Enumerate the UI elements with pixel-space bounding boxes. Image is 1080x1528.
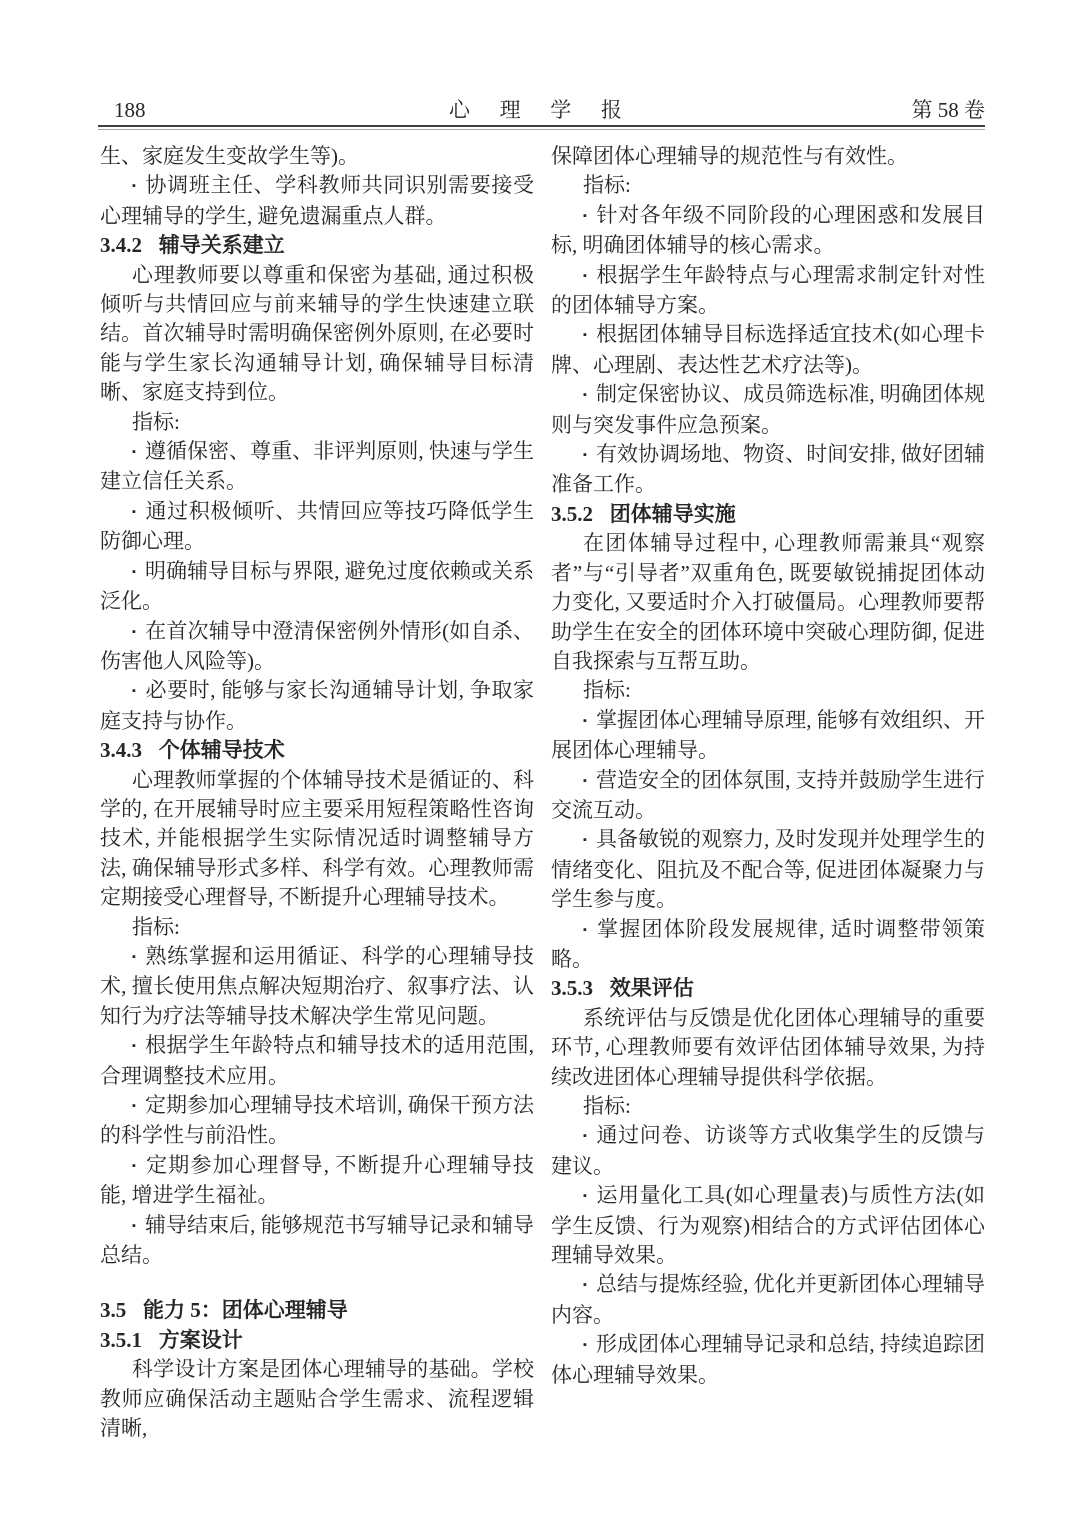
bullet-icon: ▪ bbox=[132, 505, 137, 518]
section-heading bbox=[100, 1296, 534, 1325]
bullet-text: 明确辅导目标与界限, 避免过度依赖或关系泛化。 bbox=[100, 558, 534, 614]
bullet-item bbox=[551, 201, 985, 261]
section-title: 团体辅导实施 bbox=[609, 501, 736, 526]
bullet-item bbox=[551, 1181, 985, 1270]
section-heading bbox=[551, 974, 985, 1003]
bullet-icon: ▪ bbox=[132, 625, 137, 638]
bullet-icon: ▪ bbox=[583, 1130, 588, 1143]
bullet-item bbox=[100, 617, 534, 677]
bullet-item bbox=[551, 766, 985, 826]
bullet-icon: ▪ bbox=[132, 1100, 136, 1112]
bullet-item bbox=[100, 1211, 534, 1271]
bullet-item bbox=[551, 825, 985, 914]
paragraph: 在团体辅导过程中, 心理教师需兼具“观察者”与“引导者”双重角色, 既要敏锐捕捉团体动力变化, 又要适时介入打破僵局。心理教师要帮助学生在安全的团体环境中突破心理防御, 促进自我探索与互帮互助。 bbox=[551, 531, 985, 673]
bullet-icon: ▪ bbox=[583, 389, 587, 402]
journal-title: 心 理 学 报 bbox=[448, 98, 634, 122]
bullet-icon: ▪ bbox=[132, 1159, 138, 1172]
paragraph: 生、家庭发生变故学生等)。 bbox=[100, 144, 359, 168]
bullet-text: 掌握团体心理辅导原理, 能够有效组织、开展团体心理辅导。 bbox=[551, 707, 985, 763]
section-heading bbox=[100, 1326, 534, 1355]
section-number: 3.5.2 bbox=[551, 501, 593, 526]
bullet-item bbox=[551, 1270, 985, 1330]
bullet-text: 制定保密协议、成员筛选标准, 明确团体规则与突发事件应急预案。 bbox=[551, 382, 985, 437]
bullet-icon: ▪ bbox=[132, 1040, 137, 1053]
bullet-text: 运用量化工具(如心理量表)与质性方法(如学生反馈、行为观察)相结合的方式评估团体心理辅导效果。 bbox=[551, 1183, 986, 1268]
bullet-text: 通过积极倾听、共情回应等技巧降低学生防御心理。 bbox=[100, 498, 535, 554]
volume-label: 第 58 卷 bbox=[911, 98, 985, 122]
bullet-text: 熟练掌握和运用循证、科学的心理辅导技术, 擅长使用焦点解决短期治疗、叙事疗法、认知行为疗法等辅导技术解决学生常见问题。 bbox=[100, 943, 535, 1028]
header-rule-shadow bbox=[98, 129, 985, 130]
bullet-text: 辅导结束后, 能够规范书写辅导记录和辅导总结。 bbox=[100, 1212, 534, 1268]
section-heading bbox=[100, 736, 534, 765]
paragraph: 心理教师要以尊重和保密为基础, 通过积极倾听与共情回应与前来辅导的学生快速建立联结。首次辅导时需明确保密例外原则, 在必要时能与学生家长沟通辅导计划, 确保辅导目标清晰、家庭支持到位。 bbox=[100, 262, 534, 405]
section-number: 3.5.3 bbox=[551, 976, 593, 1001]
section-title: 能力 5：团体心理辅导 bbox=[143, 1298, 348, 1323]
indicator-label: 指标: bbox=[583, 678, 631, 703]
bullet-item bbox=[551, 1330, 985, 1390]
bullet-text: 必要时, 能够与家长沟通辅导计划, 争取家庭支持与协作。 bbox=[100, 678, 534, 733]
bullet-icon: ▪ bbox=[583, 1279, 587, 1292]
left-column bbox=[100, 142, 534, 1443]
page-number: 188 bbox=[114, 98, 146, 122]
bullet-text: 根据学生年龄特点和辅导技术的适用范围, 合理调整技术应用。 bbox=[100, 1033, 535, 1088]
section-title: 效果评估 bbox=[609, 976, 694, 1001]
bullet-icon: ▪ bbox=[132, 685, 137, 698]
bullet-text: 根据学生年龄特点与心理需求制定针对性的团体辅导方案。 bbox=[551, 262, 986, 318]
bullet-item bbox=[551, 1121, 985, 1181]
section-number: 3.5 bbox=[100, 1298, 127, 1323]
bullet-icon: ▪ bbox=[583, 774, 587, 787]
bullet-icon: ▪ bbox=[583, 1190, 588, 1203]
bullet-item bbox=[100, 437, 534, 497]
article-body bbox=[100, 142, 985, 1443]
indicator-label: 指标: bbox=[583, 1094, 631, 1118]
bullet-text: 在首次辅导中澄清保密例外情形(如自杀、伤害他人风险等)。 bbox=[100, 618, 534, 673]
bullet-text: 具备敏锐的观察力, 及时发现并处理学生的情绪变化、阻抗及不配合等, 促进团体凝聚力与学生参与度。 bbox=[551, 827, 985, 912]
bullet-icon: ▪ bbox=[132, 446, 136, 459]
indicator-label: 指标: bbox=[583, 173, 631, 198]
paragraph: 科学设计方案是团体心理辅导的基础。学校教师应确保活动主题贴合学生需求、流程逻辑清晰, bbox=[100, 1357, 534, 1441]
bullet-text: 针对各年级不同阶段的心理困惑和发展目标, 明确团体辅导的核心需求。 bbox=[551, 202, 986, 258]
bullet-text: 通过问卷、访谈等方式收集学生的反馈与建议。 bbox=[551, 1123, 986, 1178]
bullet-item bbox=[100, 497, 534, 557]
bullet-icon: ▪ bbox=[583, 714, 587, 727]
bullet-item bbox=[551, 261, 985, 321]
bullet-item bbox=[100, 1091, 534, 1151]
bullet-icon: ▪ bbox=[132, 565, 136, 578]
bullet-text: 掌握团体阶段发展规律, 适时调整带领策略。 bbox=[551, 916, 986, 971]
section-number: 3.5.1 bbox=[100, 1327, 142, 1352]
section-heading bbox=[100, 231, 534, 260]
bullet-icon: ▪ bbox=[583, 449, 587, 462]
paragraph: 心理教师掌握的个体辅导技术是循证的、科学的, 在开展辅导时应主要采用短程策略性咨询技术, 并能根据学生实际情况适时调整辅导方法, 确保辅导形式多样、科学有效。心理教师需定期接受心理督导, 不断提升心理辅导技术。 bbox=[100, 767, 534, 910]
bullet-item bbox=[100, 171, 534, 231]
bullet-text: 协调班主任、学科教师共同识别需要接受心理辅导的学生, 避免遗漏重点人群。 bbox=[100, 173, 535, 228]
bullet-text: 形成团体心理辅导记录和总结, 持续追踪团体心理辅导效果。 bbox=[551, 1332, 985, 1387]
bullet-icon: ▪ bbox=[583, 923, 589, 936]
indicator-label: 指标: bbox=[132, 409, 180, 434]
section-heading bbox=[551, 500, 985, 529]
bullet-item bbox=[551, 440, 985, 500]
paragraph: 保障团体心理辅导的规范性与有效性。 bbox=[551, 144, 908, 168]
bullet-icon: ▪ bbox=[583, 269, 588, 282]
paragraph: 系统评估与反馈是优化团体心理辅导的重要环节, 心理教师要有效评估团体辅导效果, 为持续改进团体心理辅导提供科学依据。 bbox=[551, 1005, 985, 1089]
bullet-item bbox=[100, 557, 534, 617]
indicator-label: 指标: bbox=[132, 914, 180, 939]
bullet-item bbox=[100, 676, 534, 736]
header-rule-main bbox=[98, 125, 985, 127]
section-title: 个体辅导技术 bbox=[158, 738, 285, 763]
bullet-icon: ▪ bbox=[583, 834, 587, 847]
section-title: 方案设计 bbox=[158, 1327, 243, 1352]
bullet-icon: ▪ bbox=[132, 1219, 136, 1232]
bullet-text: 定期参加心理督导, 不断提升心理辅导技能, 增进学生福祉。 bbox=[100, 1152, 535, 1208]
section-number: 3.4.3 bbox=[100, 738, 142, 763]
bullet-icon: ▪ bbox=[132, 950, 137, 963]
bullet-text: 根据团体辅导目标选择适宜技术(如心理卡牌、心理剧、表达性艺术疗法等)。 bbox=[551, 322, 985, 377]
bullet-item bbox=[100, 1031, 534, 1091]
bullet-icon: ▪ bbox=[583, 329, 588, 342]
bullet-text: 有效协调场地、物资、时间安排, 做好团辅准备工作。 bbox=[551, 442, 985, 497]
bullet-item bbox=[551, 706, 985, 766]
bullet-text: 总结与提炼经验, 优化并更新团体心理辅导内容。 bbox=[551, 1272, 985, 1327]
bullet-item bbox=[551, 380, 985, 440]
bullet-item bbox=[551, 320, 985, 380]
header-rule bbox=[98, 125, 985, 130]
bullet-text: 营造安全的团体氛围, 支持并鼓励学生进行交流互动。 bbox=[551, 767, 985, 822]
section-number: 3.4.2 bbox=[100, 233, 142, 258]
bullet-item bbox=[100, 1151, 534, 1211]
bullet-text: 定期参加心理辅导技术培训, 确保干预方法的科学性与前沿性。 bbox=[100, 1093, 534, 1148]
bullet-icon: ▪ bbox=[583, 1339, 587, 1352]
right-column bbox=[551, 142, 985, 1443]
bullet-text: 遵循保密、尊重、非评判原则, 快速与学生建立信任关系。 bbox=[100, 439, 534, 494]
bullet-icon: ▪ bbox=[132, 180, 137, 193]
section-title: 辅导关系建立 bbox=[158, 233, 285, 258]
bullet-icon: ▪ bbox=[583, 209, 588, 222]
bullet-item bbox=[100, 942, 534, 1031]
bullet-item bbox=[551, 915, 985, 975]
